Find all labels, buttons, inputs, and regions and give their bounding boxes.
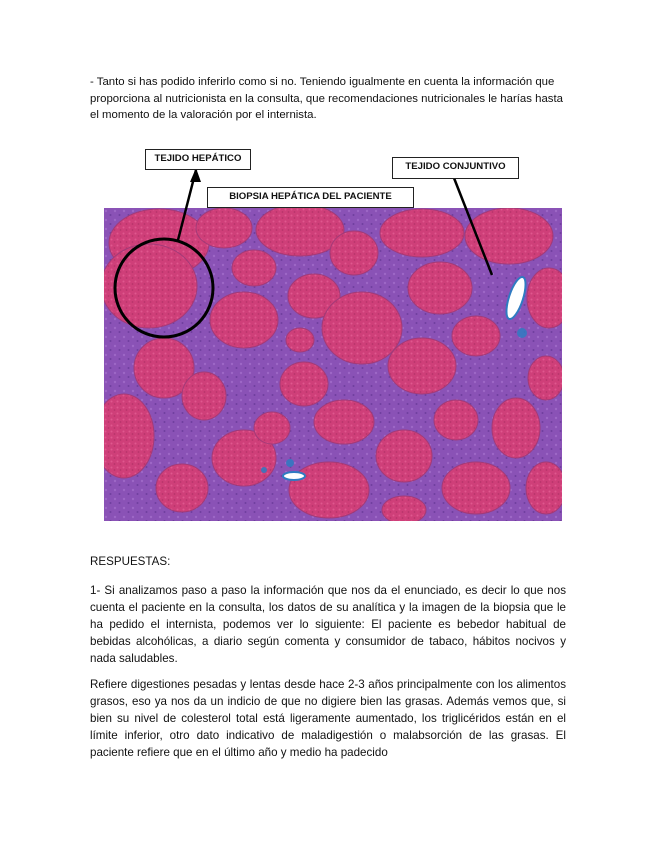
hepatic-arrowhead <box>190 168 201 182</box>
answer-paragraph-1: 1- Si analizamos paso a paso la información que nos da el enunciado, es decir lo que nos cuenta el paciente en la consulta, los datos de su analítica y la imagen de la biopsia que le ha pedido el internista, podemos ver lo siguiente: El paciente es bebedor habitual de bebidas alcohólicas, a diario según comenta y consumidor de tabaco, hábitos nocivos y nada saludables. <box>90 584 566 665</box>
answer-paragraph-2: Refiere digestiones pesadas y lentas desde hace 2-3 años principalmente con los alimentos grasos, eso ya nos da un indicio de que no digiere bien las grasas. Además vemos que, si bien su nivel de colesterol total está ligeramente aumentado, los triglicéridos están en el límite inferior, otro dato indicativo de maladigestión o malabsorción de las grasas. El paciente refiere que en el último año y medio ha padecido <box>90 678 566 759</box>
liver-biopsy-image <box>104 208 562 521</box>
label-connective-tissue: TEJIDO CONJUNTIVO <box>392 157 519 179</box>
answers-heading: RESPUESTAS: <box>90 555 171 568</box>
biopsy-histology-svg <box>104 208 562 521</box>
intro-question: - Tanto si has podido inferirlo como si no. Teniendo igualmente en cuenta la información que proporciona al nutricionista en la consulta, que recomendaciones nutricionales le harías hasta el momento de la valoración por el internista. <box>90 76 563 121</box>
label-hepatic-tissue: TEJIDO HEPÁTICO <box>145 149 251 170</box>
label-biopsy-title: BIOPSIA HEPÁTICA DEL PACIENTE <box>207 187 414 208</box>
